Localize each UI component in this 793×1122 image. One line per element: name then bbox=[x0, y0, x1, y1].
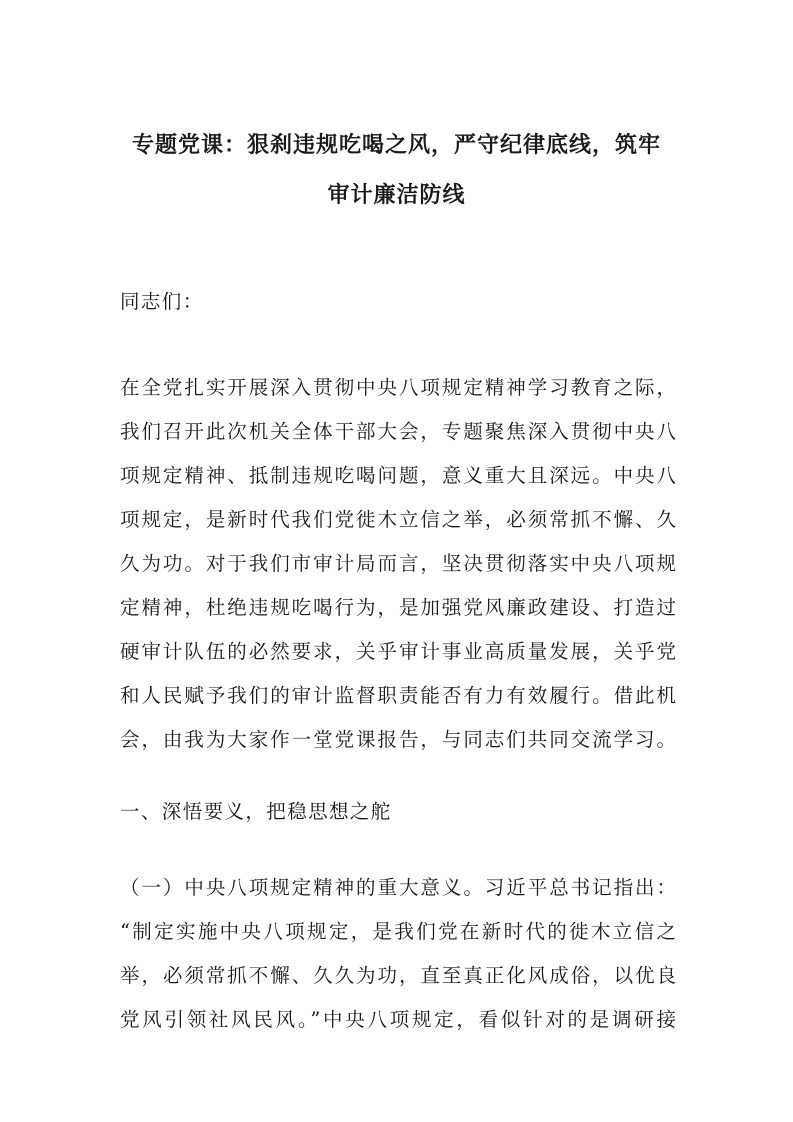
section-line-4: 党风引领社风民风。”中央八项规定，看似针对的是调研接 bbox=[120, 1008, 676, 1031]
document-title-line-1: 专题党课：狠刹违规吃喝之风，严守纪律底线，筑牢 bbox=[131, 132, 661, 158]
salutation: 同志们： bbox=[120, 290, 204, 313]
section-heading: 一、深悟要义，把稳思想之舵 bbox=[120, 800, 392, 823]
intro-line-3: 项规定精神、抵制违规吃喝问题，意义重大且深远。中央八 bbox=[120, 464, 676, 487]
intro-line-4: 项规定，是新时代我们党徙木立信之举，必须常抓不懈、久 bbox=[120, 508, 676, 531]
section-line-3: 举，必须常抓不懈、久久为功，直至真正化风成俗，以优良 bbox=[120, 964, 676, 987]
intro-line-8: 和人民赋予我们的审计监督职责能否有力有效履行。借此机 bbox=[120, 684, 676, 707]
intro-line-5: 久为功。对于我们市审计局而言，坚决贯彻落实中央八项规 bbox=[120, 552, 676, 575]
intro-line-1: 在全党扎实开展深入贯彻中央八项规定精神学习教育之际， bbox=[120, 376, 676, 399]
intro-line-9: 会，由我为大家作一堂党课报告，与同志们共同交流学习。 bbox=[120, 728, 676, 751]
intro-line-7: 硬审计队伍的必然要求，关乎审计事业高质量发展，关乎党 bbox=[120, 640, 676, 663]
section-line-1: （一）中央八项规定精神的重大意义。习近平总书记指出： bbox=[120, 876, 676, 899]
section-line-2: “制定实施中央八项规定，是我们党在新时代的徙木立信之 bbox=[120, 920, 676, 943]
intro-line-6: 定精神，杜绝违规吃喝行为，是加强党风廉政建设、打造过 bbox=[120, 596, 676, 619]
document-title-line-2: 审计廉洁防线 bbox=[327, 182, 466, 208]
intro-line-2: 我们召开此次机关全体干部大会，专题聚焦深入贯彻中央八 bbox=[120, 420, 676, 443]
